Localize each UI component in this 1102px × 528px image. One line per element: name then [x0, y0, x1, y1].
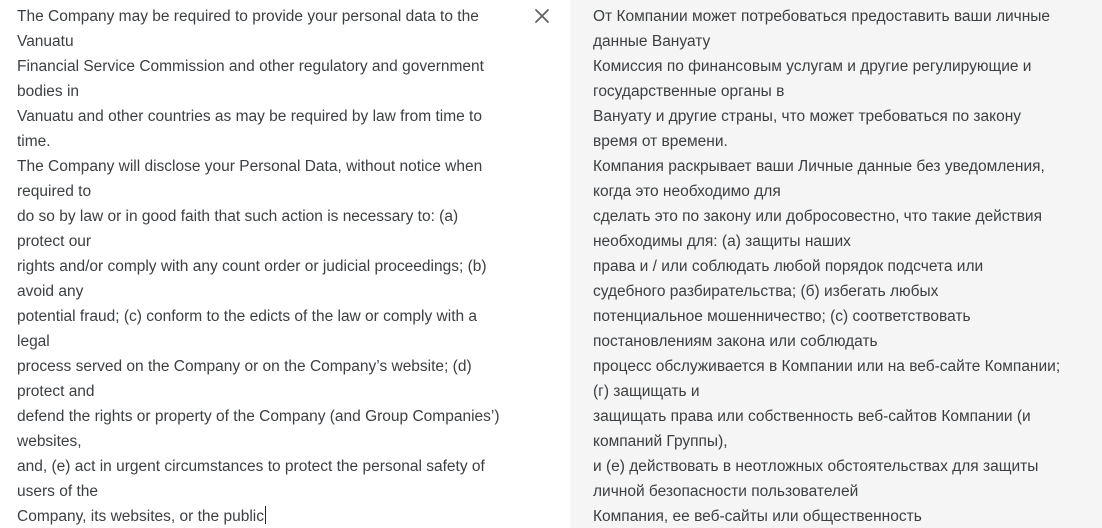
text-line [17, 354, 517, 379]
text-line [17, 54, 517, 79]
text-line [17, 154, 517, 179]
text-line [17, 504, 517, 528]
text-line [17, 29, 517, 54]
text-line [593, 129, 1098, 154]
text-line-content: do so by law or in good faith that such action is necessary to: (a) [17, 208, 459, 225]
text-line [17, 304, 517, 329]
clear-source-button[interactable] [532, 6, 552, 26]
text-line-content: необходимы для: (а) защиты наших [593, 233, 851, 250]
close-icon [532, 6, 552, 26]
text-line [17, 404, 517, 429]
text-line [17, 379, 517, 404]
text-line [593, 204, 1098, 229]
text-line-content: Компания раскрывает ваши Личные данные без уведомления, [593, 158, 1045, 175]
text-line [593, 504, 1098, 528]
text-line-content: данные Вануату [593, 33, 711, 50]
text-line-content: protect and [17, 383, 95, 400]
text-line-content: The Company may be required to provide your personal data to the [17, 8, 479, 25]
text-line [593, 404, 1098, 429]
text-line-content: процесс обслуживается в Компании или на веб-сайте Компании; [593, 358, 1061, 375]
translation-text [593, 4, 1098, 528]
text-line-content: potential fraud; (c) conform to the edicts of the law or comply with a [17, 308, 478, 325]
text-line [17, 254, 517, 279]
text-line-content: личной безопасности пользователей [593, 483, 859, 500]
text-line [593, 29, 1098, 54]
text-line-content: Vanuatu and other countries as may be required by law from time to [17, 108, 482, 125]
text-line-content: (г) защищать и [593, 383, 700, 400]
text-line-content: Компания, ее веб-сайты или общественность [593, 508, 922, 525]
text-line-content: defend the rights or property of the Company (and Group Companies’) [17, 408, 500, 425]
text-line [17, 229, 517, 254]
text-line-content: компаний Группы), [593, 433, 728, 450]
text-line [17, 479, 517, 504]
text-line [593, 479, 1098, 504]
text-line [593, 329, 1098, 354]
translation-pane [570, 0, 1102, 528]
text-line [593, 154, 1098, 179]
text-line [593, 179, 1098, 204]
text-line [593, 229, 1098, 254]
text-line [593, 279, 1098, 304]
text-line [17, 429, 517, 454]
text-line-content: Вануату и другие страны, что может требоваться по закону [593, 108, 1022, 125]
text-line-content: когда это необходимо для [593, 183, 781, 200]
text-line [593, 4, 1098, 29]
text-line-content: потенциальное мошенничество; (с) соответствовать [593, 308, 971, 325]
text-line-content: От Компании может потребоваться предоставить ваши личные [593, 8, 1051, 25]
text-line-content: права и / или соблюдать любой порядок подсчета или [593, 258, 984, 275]
text-line [593, 379, 1098, 404]
text-cursor [265, 506, 266, 524]
text-line-content: protect our [17, 233, 92, 250]
text-line-content: и (е) действовать в неотложных обстоятельствах для защиты [593, 458, 1039, 475]
text-line [593, 454, 1098, 479]
text-line-content: время от времени. [593, 133, 728, 150]
text-line [17, 454, 517, 479]
text-line-content: websites, [17, 433, 82, 450]
text-line-content: The Company will disclose your Personal Data, without notice when [17, 158, 483, 175]
text-line-content: Company, its websites, or the public [17, 508, 264, 525]
text-line [593, 304, 1098, 329]
text-line [593, 54, 1098, 79]
text-line-content: users of the [17, 483, 98, 500]
source-text-area[interactable] [17, 4, 517, 528]
text-line [17, 279, 517, 304]
text-line-content: судебного разбирательства; (б) избегать любых [593, 283, 939, 300]
text-line [17, 179, 517, 204]
text-line [17, 204, 517, 229]
text-line-content: rights and/or comply with any count order or judicial proceedings; (b) [17, 258, 487, 275]
text-line [593, 254, 1098, 279]
text-line-content: bodies in [17, 83, 80, 100]
text-line-content: Vanuatu [17, 33, 74, 50]
text-line-content: сделать это по закону или добросовестно, что такие действия [593, 208, 1042, 225]
text-line [17, 79, 517, 104]
text-line [17, 129, 517, 154]
text-line-content: защищать права или собственность веб-сайтов Компании (и [593, 408, 1031, 425]
text-line [17, 104, 517, 129]
text-line-content: постановлениям закона или соблюдать [593, 333, 878, 350]
text-line-content: Financial Service Commission and other regulatory and government [17, 58, 484, 75]
text-line [593, 104, 1098, 129]
text-line-content: required to [17, 183, 92, 200]
text-line-content: Комиссия по финансовым услугам и другие регулирующие и [593, 58, 1032, 75]
text-line-content: process served on the Company or on the Company’s website; (d) [17, 358, 472, 375]
text-line [17, 329, 517, 354]
text-line-content: and, (e) act in urgent circumstances to protect the personal safety of [17, 458, 485, 475]
text-line-content: legal [17, 333, 50, 350]
text-line [593, 354, 1098, 379]
text-line [593, 79, 1098, 104]
text-line [17, 4, 517, 29]
text-line [593, 429, 1098, 454]
text-line-content: time. [17, 133, 51, 150]
text-line-content: государственные органы в [593, 83, 785, 100]
text-line-content: avoid any [17, 283, 84, 300]
